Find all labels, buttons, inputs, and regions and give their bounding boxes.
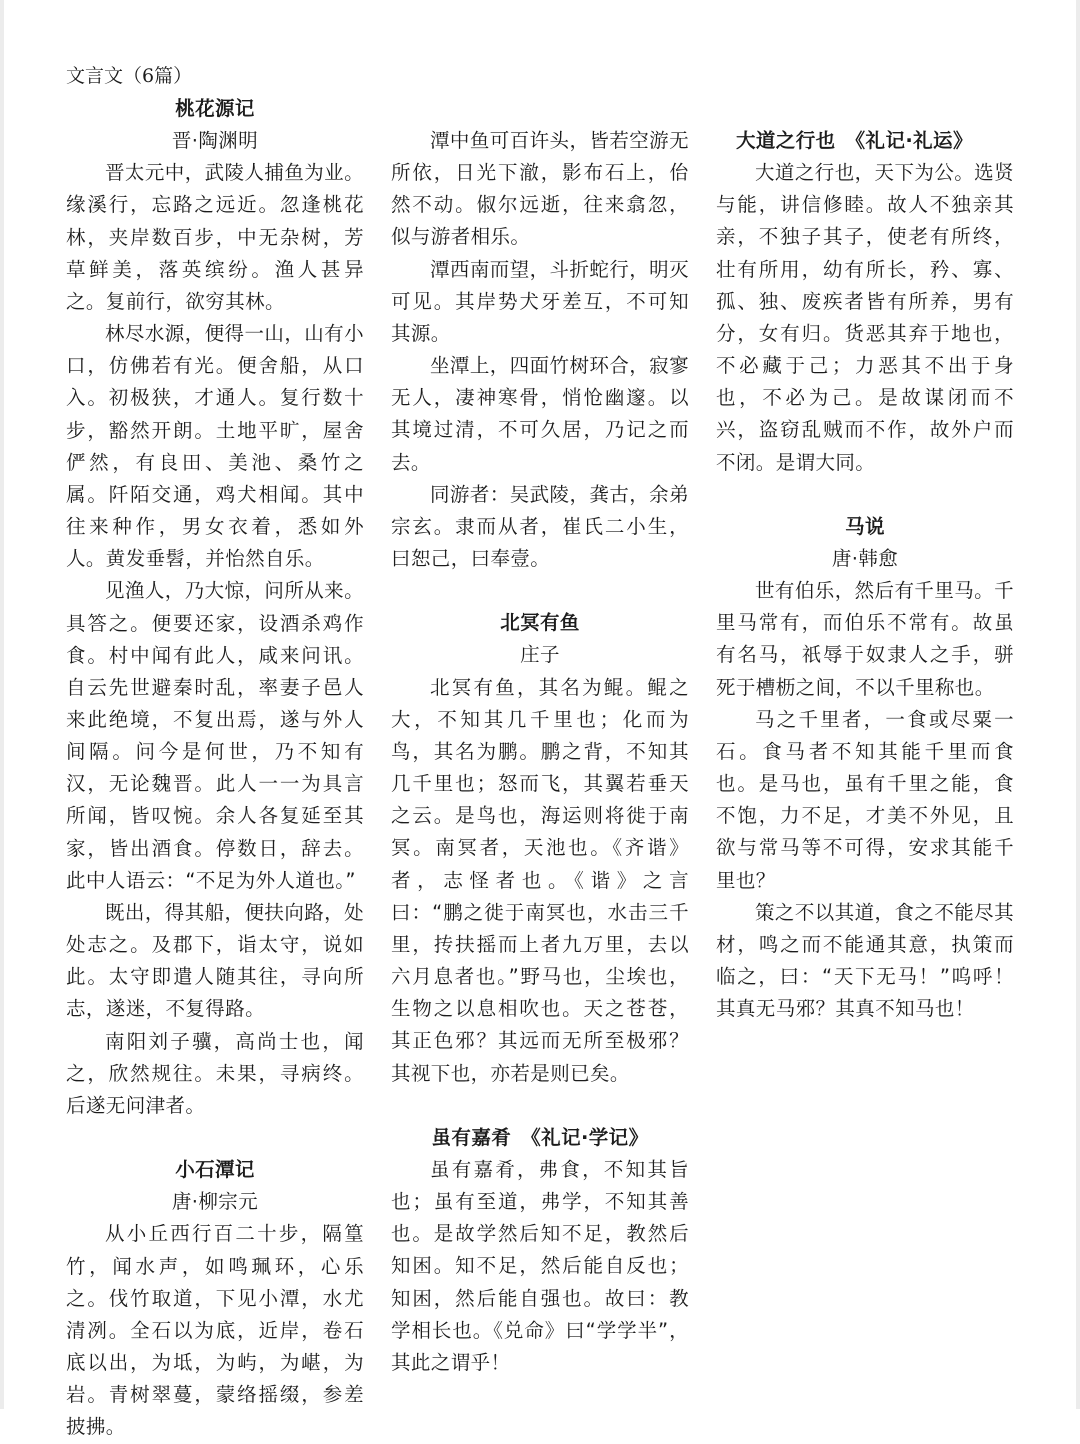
- paragraph: 南阳刘子骥，高尚士也，闻之，欣然规往。未果，寻病终。后遂无问津者。: [66, 1029, 364, 1117]
- section-gap: [716, 479, 1014, 511]
- column-3: [716, 125, 1014, 1025]
- paragraph: 见渔人，乃大惊，问所从来。具答之。便要还家，设酒杀鸡作食。村中闻有此人，咸来问讯。自云先世避秦时乱，率妻子邑人来此绝境，不复出焉，遂与外人间隔。问今是何世，乃不知有汉，无论魏晋。此人一一为具言所闻，皆叹惋。余人各复延至其家，皆出酒食。停数日，辞去。此中人语云：“不足为外人道也。”: [66, 579, 364, 892]
- paragraph: 世有伯乐，然后有千里马。千里马常有，而伯乐不常有。故虽有名马，祇辱于奴隶人之手，骈死于槽枥之间，不以千里称也。: [716, 579, 1014, 699]
- essay-title-jiayao: 虽有嘉肴 《礼记·学记》: [431, 1125, 649, 1149]
- paragraph: 潭中鱼可百许头，皆若空游无所依，日光下澈，影布石上，佁然不动。俶尔远逝，往来翕忽，似与游者相乐。: [391, 129, 689, 249]
- essay-title-taohuayuan: 桃花源记: [175, 97, 255, 120]
- page-heading: 文言文（6篇）: [66, 65, 193, 87]
- essay-title-datong: 大道之行也 《礼记·礼运》: [736, 129, 973, 152]
- paragraph: 虽有嘉肴，弗食，不知其旨也；虽有至道，弗学，不知其善也。是故学然后知不足，教然后知困。知不足，然后能自反也；知困，然后能自强也。故曰：教学相长也。《兑命》曰“学学半”，其此之谓乎！: [391, 1157, 689, 1374]
- column-2: [391, 125, 689, 1379]
- essay-title-beiming: 北冥有鱼: [500, 611, 580, 635]
- paragraph: 北冥有鱼，其名为鲲。鲲之大，不知其几千里也；化而为鸟，其名为鹏。鹏之背，不知其几千里也；怒而飞，其翼若垂天之云。是鸟也，海运则将徙于南冥。南冥者，天池也。《齐谐》者，志怪者也。《谐》之言曰：“鹏之徙于南冥也，水击三千里，抟扶摇而上者九万里，去以六月息者也。”野马也，尘埃也，生物之以息相吹也。天之苍苍，其正色邪？其远而无所至极邪？其视下也，亦若是则已矣。: [391, 675, 689, 1085]
- page-edge-left: [0, 0, 4, 1409]
- essay-author-mashuo: 唐·韩愈: [831, 547, 899, 571]
- paragraph: 大道之行也，天下为公。选贤与能，讲信修睦。故人不独亲其亲，不独子其子，使老有所终，壮有所用，幼有所长，矜、寡、孤、独、废疾者皆有所养，男有分，女有归。货恶其弃于地也，不必藏于己；力恶其不出于身也，不必为己。是故谋闭而不兴，盗窃乱贼而不作，故外户而不闭。是谓大同。: [716, 161, 1014, 474]
- section-gap: [66, 1122, 364, 1154]
- essay-author-taohuayuan: 晋·陶渊明: [171, 129, 259, 153]
- section-gap: [391, 1090, 689, 1122]
- paragraph: 策之不以其道，食之不能尽其材，鸣之而不能通其意，执策而临之，曰：“天下无马！”呜呼！其真无马邪？其真不知马也！: [716, 900, 1014, 1021]
- paragraph: 同游者：吴武陵，龚古，余弟宗玄。隶而从者，崔氏二小生，曰恕己，曰奉壹。: [391, 482, 689, 571]
- essay-title-mashuo: 马说: [845, 514, 885, 538]
- paragraph: 潭西南而望，斗折蛇行，明灭可见。其岸势犬牙差互，不可知其源。: [391, 257, 689, 345]
- essay-author-beiming: 庄子: [520, 643, 560, 667]
- essay-author-xiaoshitan: 唐·柳宗元: [171, 1190, 259, 1214]
- section-gap: [391, 575, 689, 607]
- paragraph: 既出，得其船，便扶向路，处处志之。及郡下，诣太守，说如此。太守即遣人随其往，寻向所志，遂迷，不复得路。: [66, 900, 364, 1021]
- paragraph: 林尽水源，便得一山，山有小口，仿佛若有光。便舍船，从口入。初极狭，才通人。复行数十步，豁然开朗。土地平旷，屋舍俨然，有良田、美池、桑竹之属。阡陌交通，鸡犬相闻。其中往来种作，男女衣着，悉如外人。黄发垂髫，并怡然自乐。: [66, 322, 364, 571]
- paragraph: 晋太元中，武陵人捕鱼为业。缘溪行，忘路之远近。忽逢桃花林，夹岸数百步，中无杂树，芳草鲜美，落英缤纷。渔人甚异之。复前行，欲穷其林。: [66, 161, 364, 313]
- essay-title-xiaoshitan: 小石潭记: [175, 1158, 255, 1182]
- paragraph: 马之千里者，一食或尽粟一石。食马者不知其能千里而食也。是马也，虽有千里之能，食不饱，力不足，才美不外见，且欲与常马等不可得，安求其能千里也？: [716, 707, 1014, 892]
- paragraph: 坐潭上，四面竹树环合，寂寥无人，凄神寒骨，悄怆幽邃。以其境过清，不可久居，乃记之而去。: [391, 354, 689, 474]
- paragraph: 从小丘西行百二十步，隔篁竹，闻水声，如鸣珮环，心乐之。伐竹取道，下见小潭，水尤清冽。全石以为底，近岸，卷石底以出，为坻，为屿，为嵁，为岩。青树翠蔓，蒙络摇缀，参差披拂。: [66, 1222, 364, 1439]
- column-1: [66, 93, 364, 1444]
- page-edge-right: [1076, 0, 1080, 1409]
